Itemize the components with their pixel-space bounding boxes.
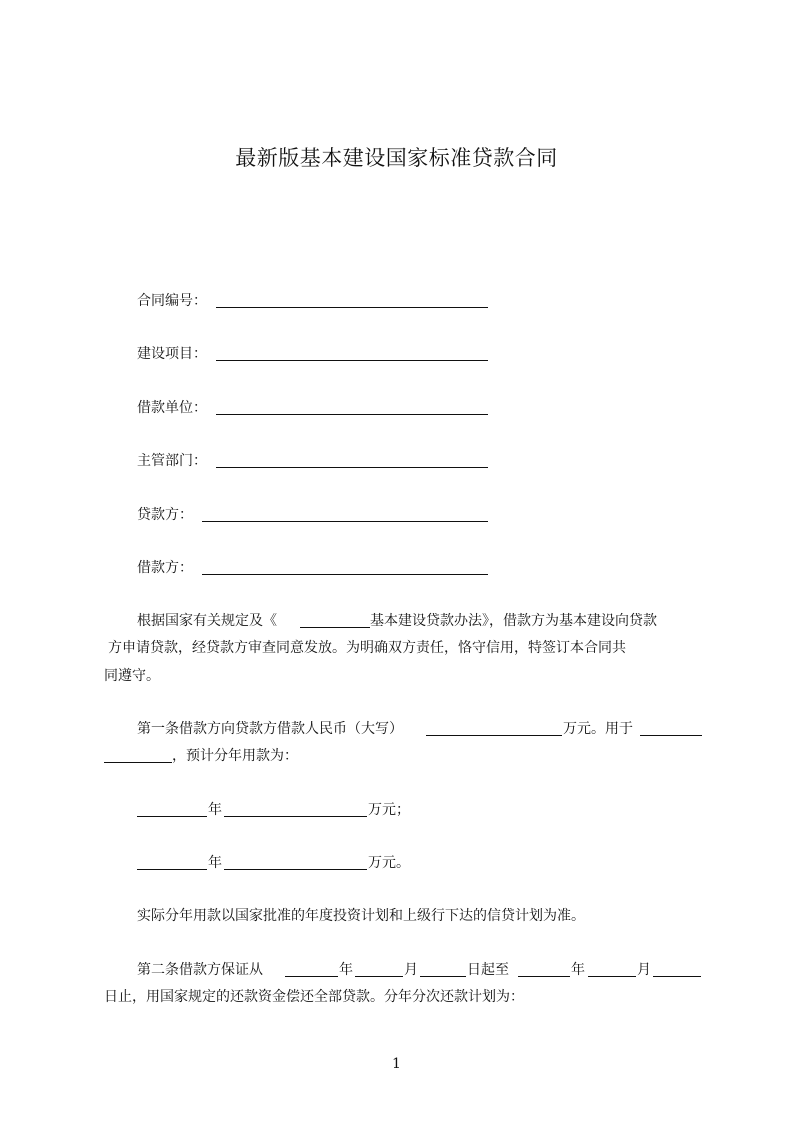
year2-label: 年 <box>208 855 222 871</box>
article2-end-month-blank <box>588 976 636 977</box>
borrower-blank <box>202 574 488 575</box>
amount1-blank <box>224 816 367 817</box>
project-label: 建设项目： <box>137 346 207 362</box>
article2-yue: 月 <box>404 962 418 978</box>
article2-yue2: 月 <box>637 962 651 978</box>
article2-end-year-blank <box>518 976 570 977</box>
borrower-unit-label: 借款单位： <box>137 400 207 416</box>
lender-label: 贷款方： <box>137 507 193 523</box>
intro-blank <box>300 627 370 628</box>
article1-note: 实际分年用款以国家批准的年度投资计划和上级行下达的信贷计划为准。 <box>137 908 585 924</box>
department-label: 主管部门： <box>137 453 207 469</box>
year2-blank <box>137 869 207 870</box>
intro-text-4: 同遵守。 <box>104 668 160 684</box>
borrower-unit-blank <box>216 414 488 415</box>
intro-text-2: 基本建设贷款办法》，借款方为基本建设向贷款 <box>370 613 657 629</box>
article1-purpose-blank-1 <box>640 735 702 736</box>
contract-number-label: 合同编号： <box>137 293 207 309</box>
project-blank <box>216 360 488 361</box>
amount1-unit: 万元； <box>368 802 410 818</box>
document-title: 最新版基本建设国家标准贷款合同 <box>235 146 558 170</box>
article1-purpose-blank-2 <box>104 762 172 763</box>
article2-end-day-blank <box>653 976 701 977</box>
contract-number-blank <box>216 307 488 308</box>
article2-text-2: 日止，用国家规定的还款资金偿还全部贷款。分年分次还款计划为： <box>104 989 524 1005</box>
article2-nian2: 年 <box>571 962 585 978</box>
article1-text-2: 万元。用于 <box>563 721 633 737</box>
intro-text-1: 根据国家有关规定及《 <box>137 613 277 629</box>
amount2-blank <box>224 869 367 870</box>
article1-text-3: ，预计分年用款为： <box>172 748 298 764</box>
article1-text-1: 第一条借款方向贷款方借款人民币（大写） <box>137 721 403 737</box>
article2-start-year-blank <box>285 976 338 977</box>
page-number: 1 <box>392 1056 401 1072</box>
article2-nian: 年 <box>339 962 353 978</box>
year1-label: 年 <box>208 802 222 818</box>
department-blank <box>216 467 488 468</box>
lender-blank <box>202 521 488 522</box>
article2-text-1: 第二条借款方保证从 <box>137 962 263 978</box>
intro-text-3: 方申请贷款，经贷款方审查同意发放。为明确双方责任，恪守信用，特签订本合同共 <box>108 640 626 656</box>
borrower-label: 借款方： <box>137 560 193 576</box>
year1-blank <box>137 816 207 817</box>
article2-riqizhi: 日起至 <box>467 962 509 978</box>
article2-start-day-blank <box>420 976 466 977</box>
article2-start-month-blank <box>355 976 403 977</box>
article1-amount-blank <box>426 735 562 736</box>
amount2-unit: 万元。 <box>368 855 410 871</box>
